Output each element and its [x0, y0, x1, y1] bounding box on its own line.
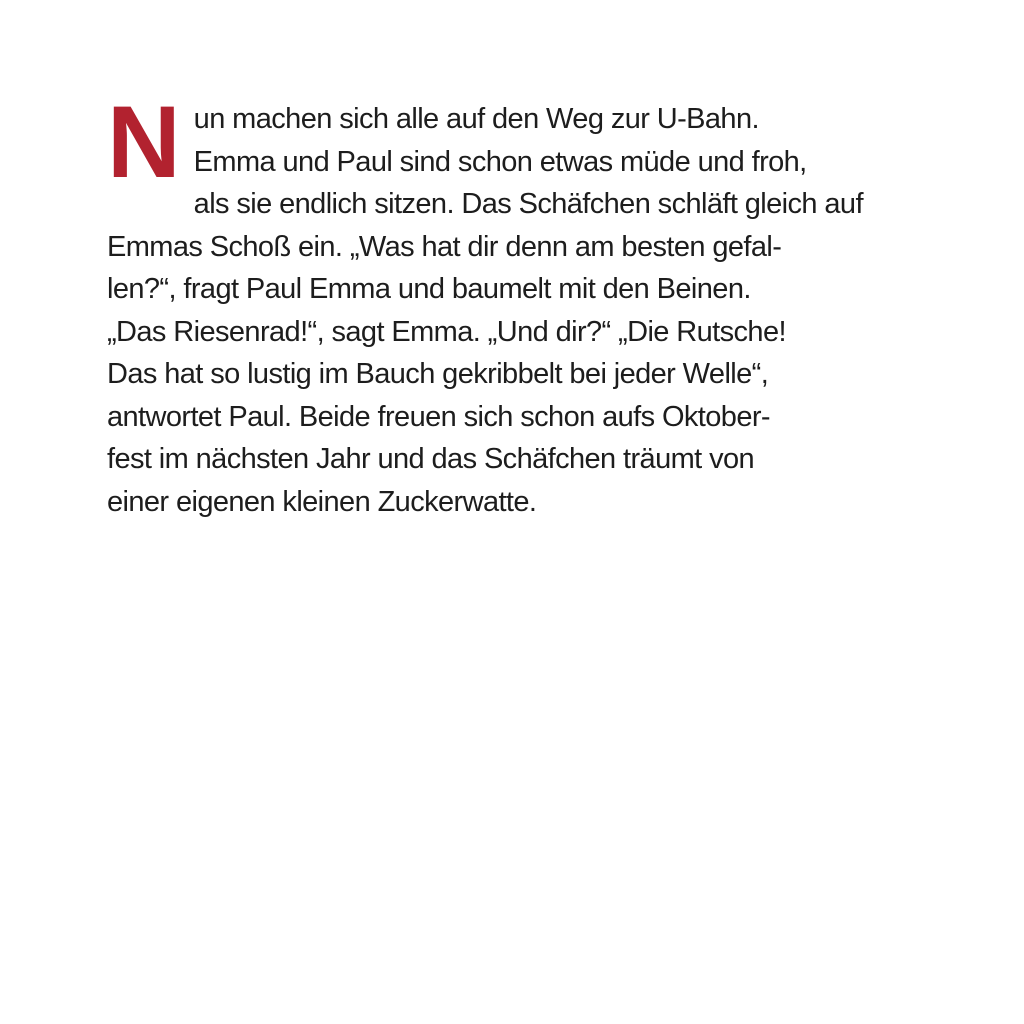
text-line: Emmas Schoß ein. „Was hat dir denn am besten gefal-: [107, 230, 782, 263]
drop-cap-letter: N: [107, 85, 181, 199]
text-line: un machen sich alle auf den Weg zur U-Bahn.: [193, 103, 759, 135]
text-line: antwortet Paul. Beide freuen sich schon aufs Oktober-: [107, 400, 770, 433]
text-line: len?“, fragt Paul Emma und baumelt mit den Beinen.: [107, 273, 751, 305]
text-line: fest im nächsten Jahr und das Schäfchen träumt von: [107, 443, 755, 475]
text-line: Das hat so lustig im Bauch gekribbelt bei jeder Welle“,: [107, 358, 769, 390]
text-line: als sie endlich sitzen. Das Schäfchen schläft gleich auf: [193, 188, 863, 220]
text-line: „Das Riesenrad!“, sagt Emma. „Und dir?“ „Die Rutsche!: [107, 315, 786, 348]
text-line: einer eigenen kleinen Zuckerwatte.: [107, 485, 537, 518]
story-text-block: [107, 85, 937, 523]
text-line: Emma und Paul sind schon etwas müde und froh,: [193, 145, 807, 178]
